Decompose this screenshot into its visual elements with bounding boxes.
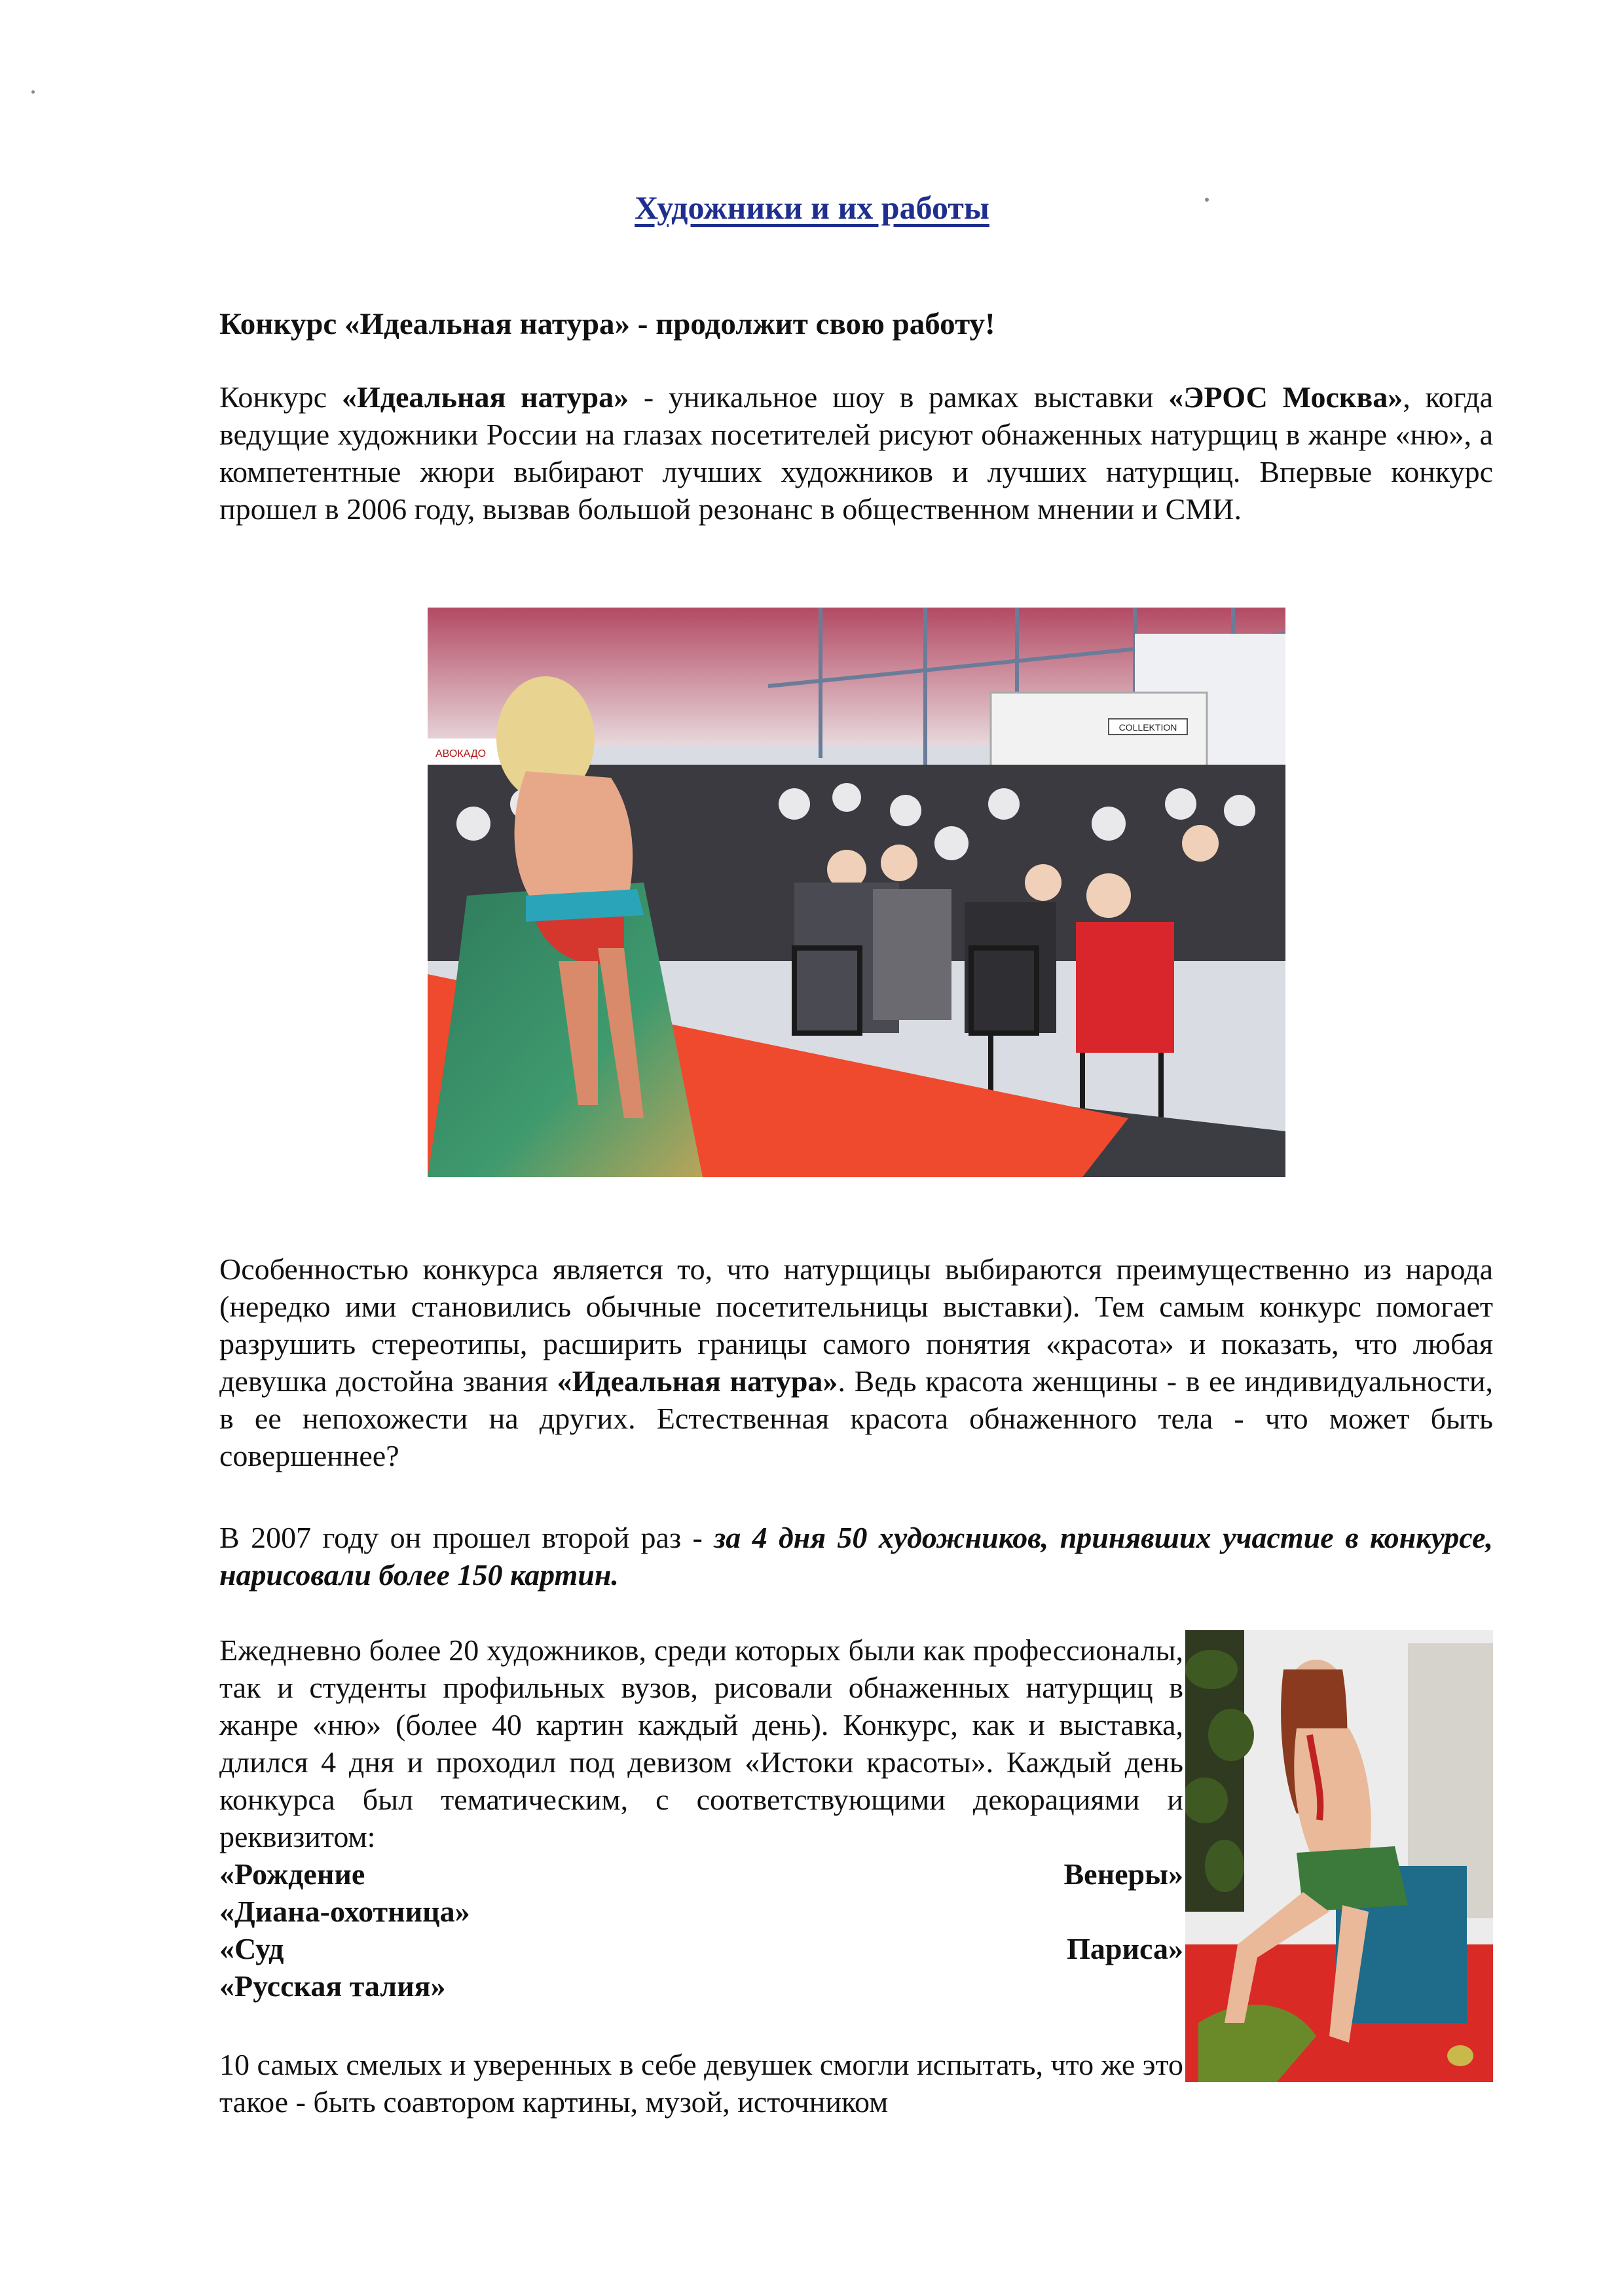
features-text-2: . Ведь красота женщины - в ее индивидуальности, в ее непохожести на других. Естественная красота обнаженного тела - что может быть совершеннее? (219, 1364, 1493, 1472)
theme-item: «Русская талия» (219, 1969, 446, 2003)
contest-name-bold: «Идеальная натура» (341, 380, 629, 414)
intro-text-2: - уникальное шоу в рамках выставки (629, 380, 1169, 414)
theme-item: «Рождение Венеры» (219, 1857, 1183, 1891)
intro-text-1: Конкурс (219, 380, 342, 414)
daily-paragraph (219, 1631, 1183, 2005)
contest-name-bold-2: «Идеальная натура» (557, 1364, 838, 1398)
features-text-1: Особенностью конкурса является то, что натурщицы выбираются преимущественно из народа (нередко ими становились обычные посетительницы выставки). Тем самым конкурс помогает разрушить стереотипы, расширить границы самого понятия «красота» и показать, что любая девушка достойна звания (219, 1252, 1493, 1398)
closing-text: 10 самых смелых и уверенных в себе девушек смогли испытать, что же это такое - быть соавтором картины, музой, источником (219, 2048, 1183, 2119)
features-paragraph (219, 1250, 1493, 1474)
scan-speck (31, 90, 35, 94)
contest-photo-main (428, 608, 1285, 1177)
article-subheading: Конкурс «Идеальная натура» - продолжит свою работу! (219, 307, 995, 341)
exhibition-name-bold: «ЭРОС Москва» (1168, 380, 1403, 414)
intro-text-3: , когда ведущие художники России на глазах посетителей рисуют обнаженных натурщиц в жанре «ню», а компетентные жюри выбирают лучших художников и лучших натурщиц. Впервые конкурс прошел в 2006 году, вызвав большой резонанс в общественном мнении и СМИ. (219, 380, 1493, 526)
intro-paragraph (219, 378, 1493, 528)
model-photo-side (1185, 1630, 1493, 2082)
booth-sign-left: АВОКАДО (435, 748, 487, 759)
theme-item: «Диана-охотница» (219, 1895, 470, 1928)
year-2007-paragraph (219, 1519, 1493, 1594)
page-title: Художники и их работы (635, 189, 989, 226)
closing-paragraph (219, 2046, 1183, 2121)
daily-text: Ежедневно более 20 художников, среди которых были как профессионалы, так и студенты профильных вузов, рисовали обнаженных натурщиц в жанре «ню» (более 40 картин каждый день). Конкурс, как и выставка, длился 4 дня и проходил под девизом «Истоки красоты». Каждый день конкурса был тематическим, с соответствующими декорациями и реквизитом: (219, 1633, 1183, 1853)
year-2007-highlight: за 4 дня 50 художников, принявших участие в конкурсе, нарисовали более 150 картин. (219, 1521, 1493, 1592)
theme-item: «Суд Париса» (219, 1932, 1183, 1965)
scan-speck (1205, 198, 1209, 202)
year-2007-text: В 2007 году он прошел второй раз - (219, 1521, 714, 1554)
booth-sign-right: COLLEKTION (1118, 722, 1177, 733)
